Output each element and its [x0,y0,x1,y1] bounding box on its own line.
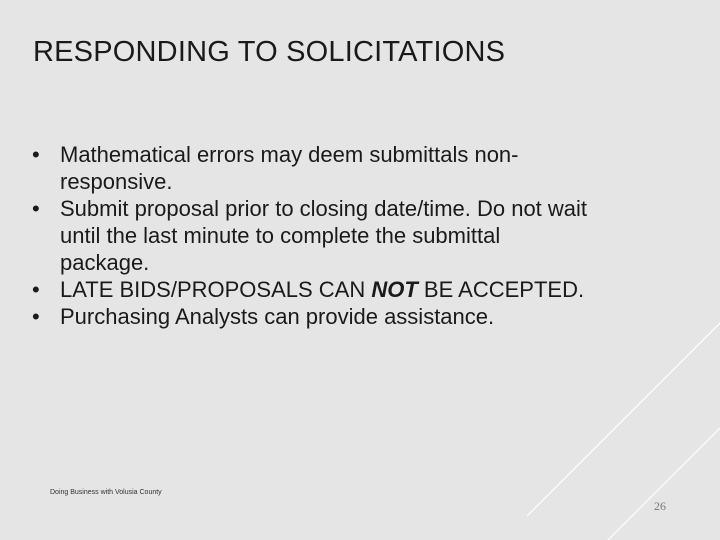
bullet-marker: • [32,304,40,329]
bullet-text-before: LATE BIDS/PROPOSALS CAN [60,277,372,302]
bullet-item [32,141,592,195]
bullet-item [32,195,592,276]
bullet-item [32,303,592,330]
footer-text: Doing Business with Volusia County [50,489,162,496]
decorative-line-long [527,323,720,516]
page-number: 26 [654,499,666,513]
bullet-text: Submit proposal prior to closing date/time. Do not wait until the last minute to complete the submittal package. [60,196,588,275]
bullet-marker: • [32,196,40,221]
bullet-text: Purchasing Analysts can provide assistance. [60,304,495,329]
bullet-marker: • [32,142,40,167]
bullet-list [32,141,592,330]
decorative-line-short [608,428,720,540]
bullet-item [32,276,592,303]
bullet-text-after: BE ACCEPTED. [417,277,585,302]
bullet-emphasis: NOT [371,277,418,302]
slide-title: RESPONDING TO SOLICITATIONS [33,36,506,68]
bullet-text: Mathematical errors may deem submittals non-responsive. [60,142,519,194]
bullet-marker: • [32,277,40,302]
